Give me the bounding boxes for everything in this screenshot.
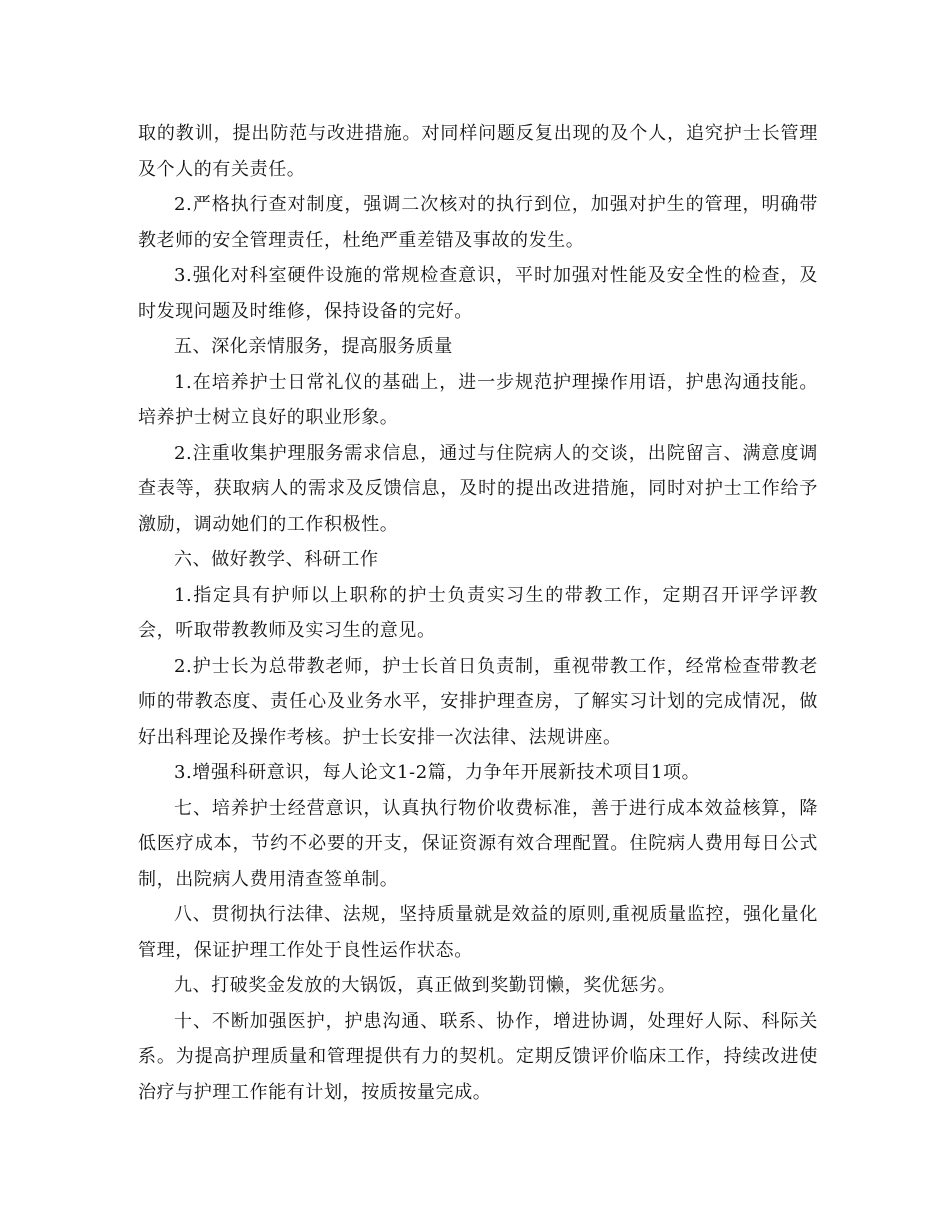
section-heading-five: 五、深化亲情服务，提高服务质量 [174,336,453,357]
paragraph-item-2-head-nurse: 2.护士长为总带教老师，护士长首日负责制，重视带教工作，经常检查带教老师的带教态度、责任心及业务水平，安排护理查房，了解实习计划的完成情况，做好出科理论及操作考核。护士长安排一次法律、法规讲座。 [138,655,818,748]
paragraph-item-2-checking-system: 2.严格执行查对制度，强调二次核对的执行到位，加强对护生的管理，明确带教老师的安全管理责任，杜绝严重差错及事故的发生。 [138,194,818,251]
section-heading-six: 六、做好教学、科研工作 [174,549,379,570]
paragraph-item-1-etiquette: 1.在培养护士日常礼仪的基础上，进一步规范护理操作用语，护患沟通技能。培养护士树立良好的职业形象。 [138,371,818,428]
paragraph-item-3-hardware-inspection: 3.强化对科室硬件设施的常规检查意识，平时加强对性能及安全性的检查，及时发现问题及时维修，保持设备的完好。 [138,265,818,322]
paragraph-continued: 取的教训，提出防范与改进措施。对同样问题反复出现的及个人，追究护士长管理及个人的有关责任。 [138,123,818,180]
paragraph-item-2-feedback: 2.注重收集护理服务需求信息，通过与住院病人的交谈，出院留言、满意度调查表等，获取病人的需求及反馈信息，及时的提出改进措施，同时对护士工作给予激励，调动她们的工作积极性。 [138,442,818,535]
paragraph-item-3-research: 3.增强科研意识，每人论文1-2篇，力争年开展新技术项目1项。 [174,762,701,783]
section-nine: 九、打破奖金发放的大锅饭，真正做到奖勤罚懒，奖优惩劣。 [174,975,677,996]
section-eight: 八、贯彻执行法律、法规，坚持质量就是效益的原则,重视质量监控，强化量化管理，保证护理工作处于良性运作状态。 [138,904,818,961]
section-ten: 十、不断加强医护，护患沟通、联系、协作，增进协调，处理好人际、科际关系。为提高护理质量和管理提供有力的契机。定期反馈评价临床工作，持续改进使治疗与护理工作能有计划，按质按量完成。 [138,1010,818,1103]
paragraph-item-1-teaching: 1.指定具有护师以上职称的护士负责实习生的带教工作，定期召开评学评教会，听取带教教师及实习生的意见。 [138,584,818,641]
document-body [138,116,818,1110]
section-seven: 七、培养护士经营意识，认真执行物价收费标准，善于进行成本效益核算，降低医疗成本，节约不必要的开支，保证资源有效合理配置。住院病人费用每日公式制，出院病人费用清查签单制。 [138,797,818,890]
